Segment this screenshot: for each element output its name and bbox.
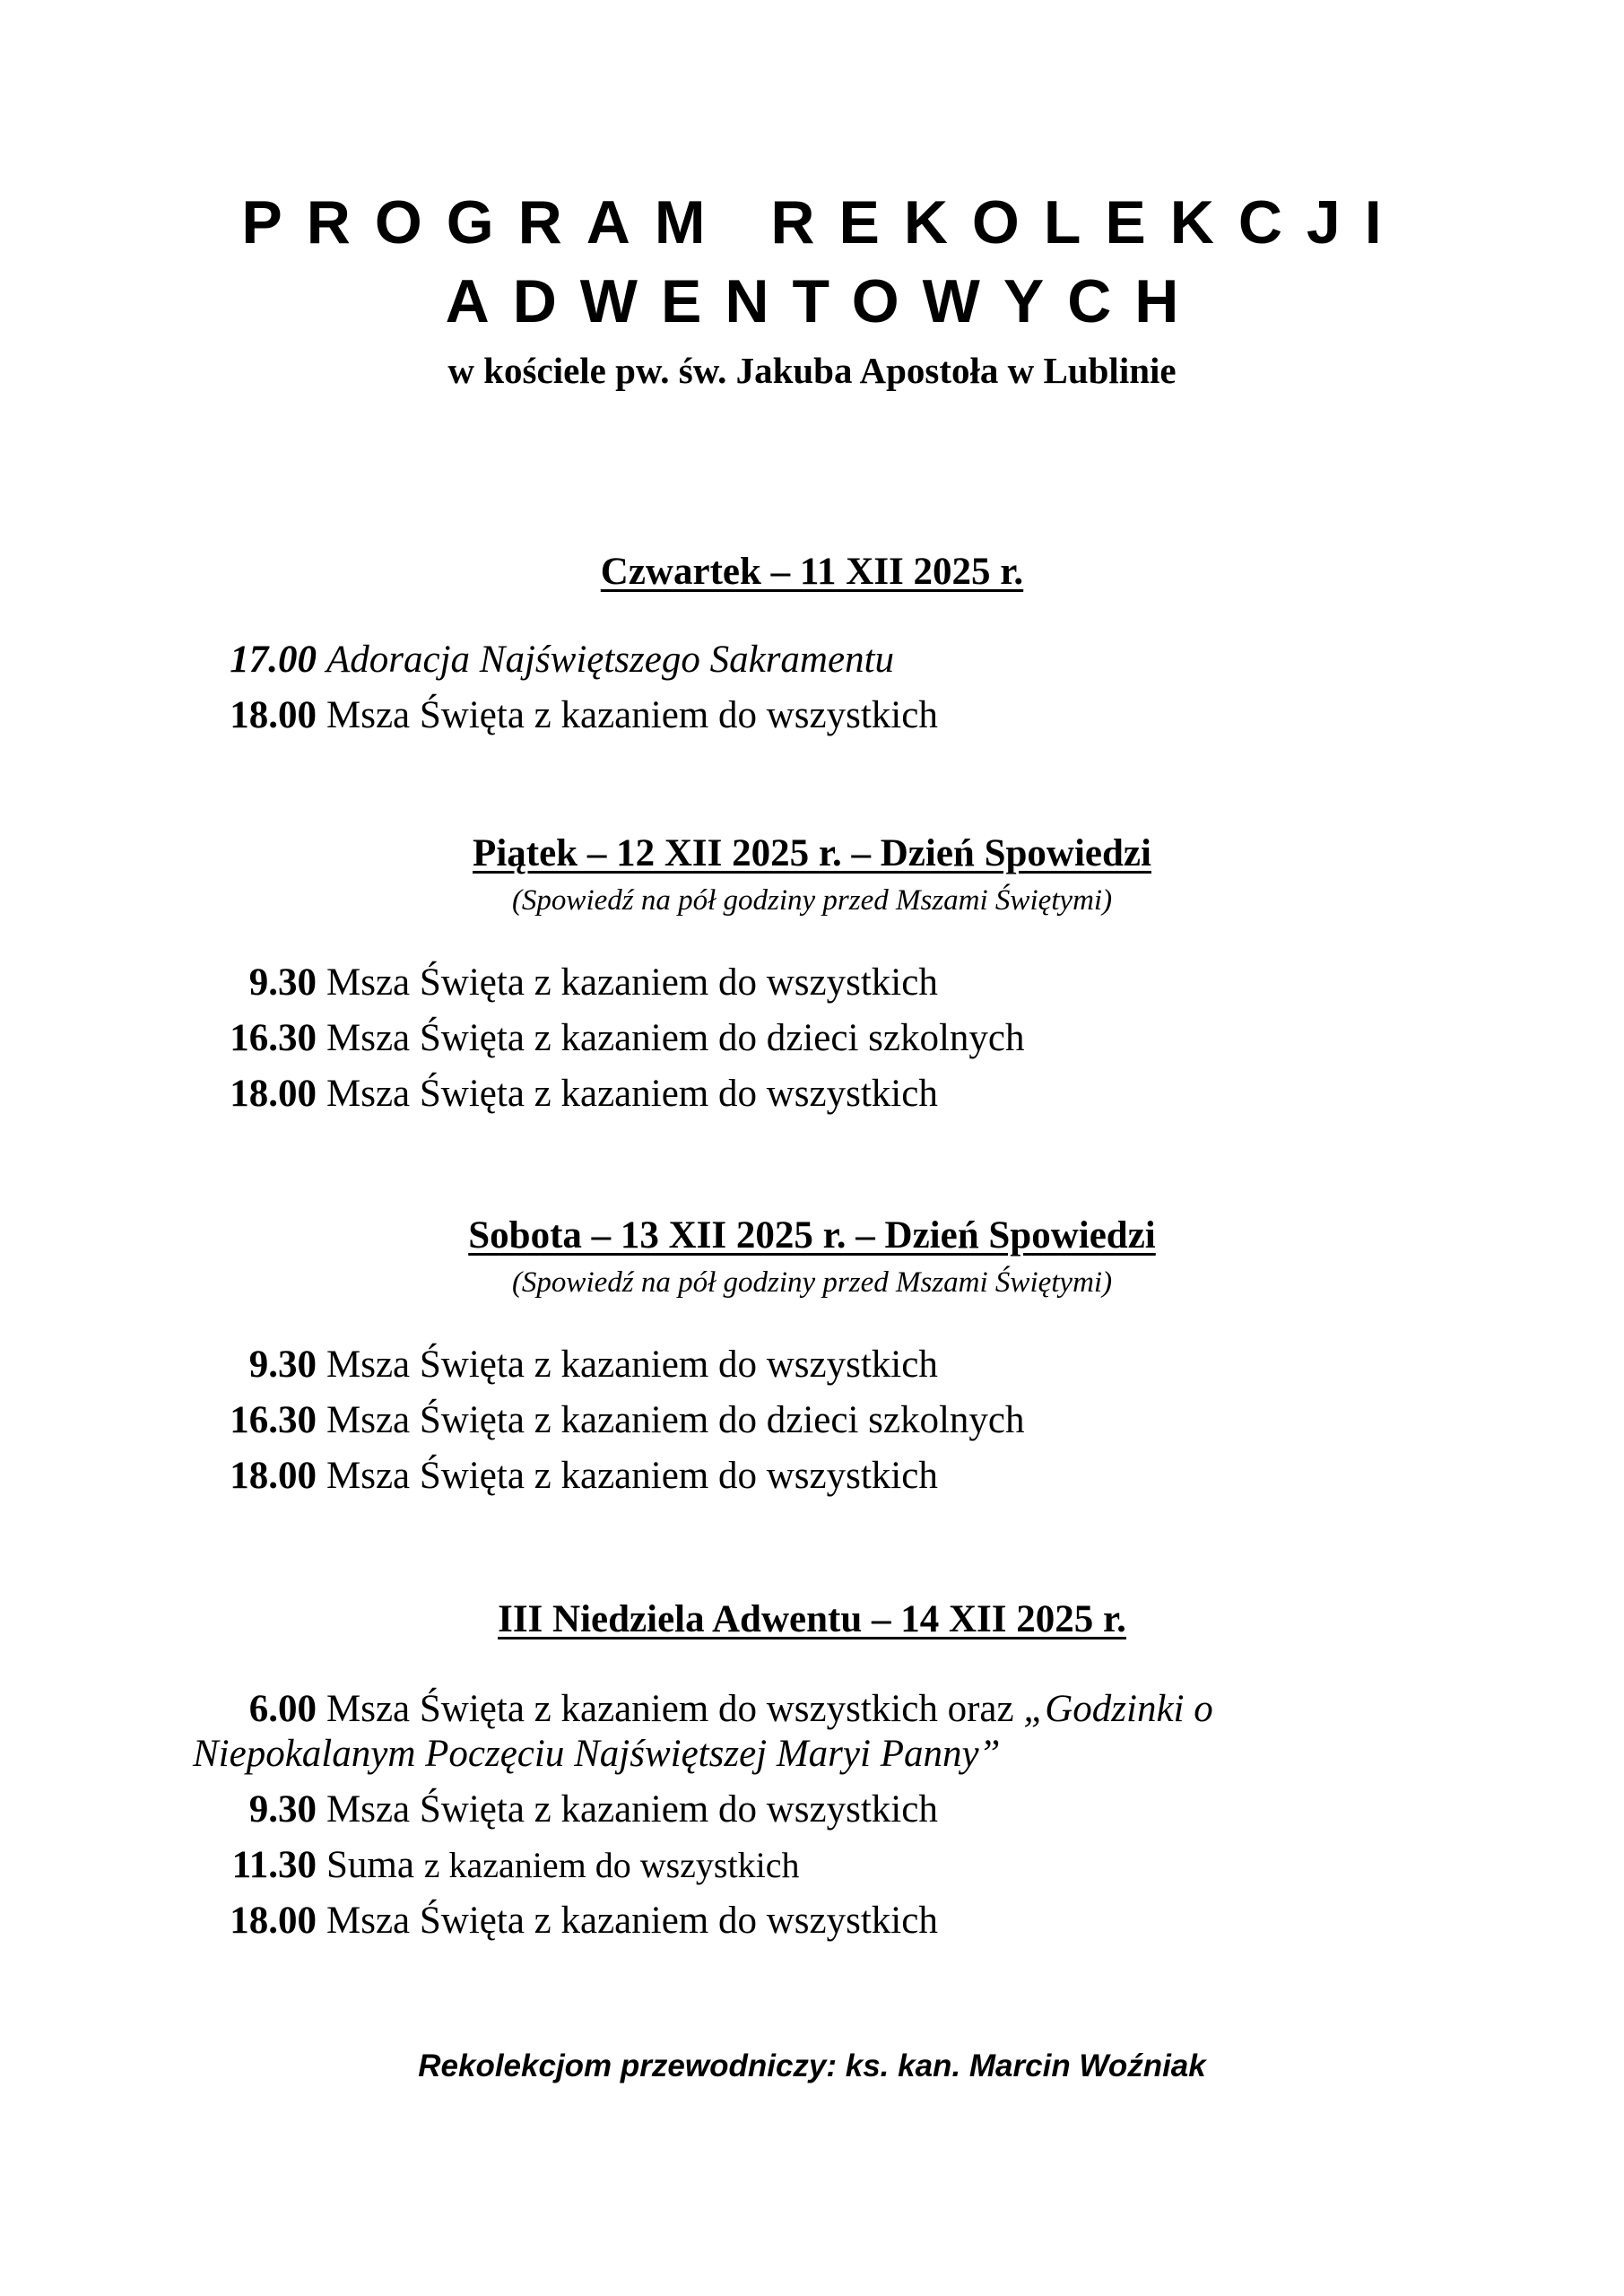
schedule-row: [193, 692, 938, 739]
time: 9.30: [248, 961, 317, 1004]
event-text-lead: Suma: [326, 1844, 414, 1886]
footer-note: Rekolekcjom przewodniczy: ks. kan. Marcin Woźniak: [418, 2048, 1206, 2083]
event-text: Msza Święta z kazaniem do wszystkich: [326, 1788, 938, 1831]
schedule-row: [193, 1071, 938, 1118]
schedule-row: [193, 960, 938, 1006]
day-note-saturday: (Spowiedź na pół godziny przed Mszami Świętymi): [511, 1266, 1113, 1299]
schedule-row: [193, 1686, 1213, 1733]
event-text: Msza Święta z kazaniem do dzieci szkolnych: [326, 1399, 1025, 1441]
time: 17.00: [230, 639, 317, 681]
event-quote: „Godzinki o: [1023, 1688, 1213, 1730]
time: 6.00: [248, 1688, 317, 1730]
time: 18.00: [230, 1073, 317, 1115]
day-heading-friday: Piątek – 12 XII 2025 r. – Dzień Spowiedzi: [473, 832, 1151, 874]
time: 9.30: [248, 1788, 317, 1831]
schedule-row: [193, 1015, 1025, 1062]
schedule-row: [193, 1787, 938, 1833]
event-text: Msza Święta z kazaniem do wszystkich oraz: [326, 1688, 1014, 1730]
schedule-row: [193, 1397, 1025, 1444]
day-heading-thursday: Czwartek – 11 XII 2025 r.: [600, 551, 1024, 593]
event-text: Adoracja Najświętszego Sakramentu: [326, 639, 895, 681]
event-text: z kazaniem do wszystkich: [423, 1845, 800, 1885]
event-text: Msza Święta z kazaniem do wszystkich: [326, 694, 938, 736]
schedule-row: [193, 1453, 938, 1500]
title-line-1: PROGRAM REKOLEKCJI: [241, 188, 1406, 257]
time: 11.30: [231, 1844, 317, 1886]
schedule-row: [193, 637, 894, 683]
time: 18.00: [230, 1455, 317, 1497]
time: 9.30: [248, 1344, 317, 1386]
event-text: Msza Święta z kazaniem do wszystkich: [326, 961, 938, 1004]
day-note-friday: (Spowiedź na pół godziny przed Mszami Świętymi): [511, 884, 1113, 917]
time: 16.30: [230, 1017, 317, 1059]
day-heading-sunday: III Niedziela Adwentu – 14 XII 2025 r.: [498, 1598, 1126, 1640]
schedule-row: [193, 1342, 938, 1388]
schedule-row: [193, 1898, 938, 1944]
event-text: Msza Święta z kazaniem do wszystkich: [326, 1455, 938, 1497]
time: 16.30: [230, 1399, 317, 1441]
time: 18.00: [230, 1900, 317, 1942]
event-text: Msza Święta z kazaniem do wszystkich: [326, 1073, 938, 1115]
event-text: Msza Święta z kazaniem do dzieci szkolnych: [326, 1017, 1025, 1059]
time: 18.00: [230, 694, 317, 736]
event-text-continuation: Niepokalanym Poczęciu Najświętszej Maryi Panny”: [193, 1733, 1001, 1775]
schedule-row: [193, 1842, 799, 1889]
title-line-2: ADWENTOWYCH: [445, 267, 1203, 335]
event-text: Msza Święta z kazaniem do wszystkich: [326, 1900, 938, 1942]
day-heading-saturday: Sobota – 13 XII 2025 r. – Dzień Spowiedzi: [468, 1214, 1156, 1257]
subtitle: w kościele pw. św. Jakuba Apostoła w Lublinie: [447, 350, 1177, 391]
event-text: Msza Święta z kazaniem do wszystkich: [326, 1344, 938, 1386]
